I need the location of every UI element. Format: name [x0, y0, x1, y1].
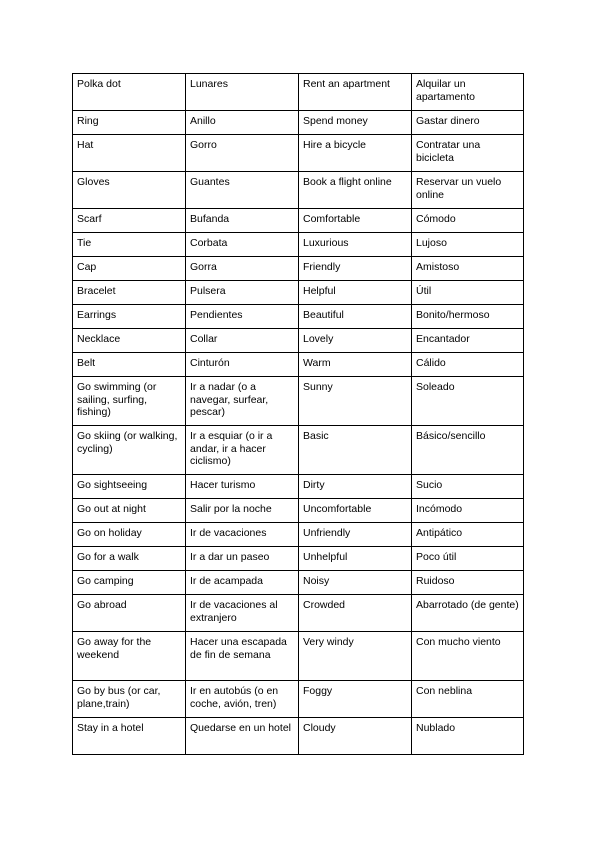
table-cell: Bufanda	[186, 209, 299, 233]
table-cell: Ring	[73, 111, 186, 135]
table-row	[73, 209, 524, 233]
table-cell: Ir a esquiar (o ir a andar, ir a hacer ciclismo)	[186, 426, 299, 475]
table-cell: Rent an apartment	[299, 74, 412, 111]
table-row	[73, 718, 524, 755]
table-row	[73, 172, 524, 209]
table-row	[73, 377, 524, 426]
table-row	[73, 329, 524, 353]
table-cell: Warm	[299, 353, 412, 377]
table-row	[73, 305, 524, 329]
table-cell: Earrings	[73, 305, 186, 329]
table-cell: Cómodo	[412, 209, 524, 233]
table-cell: Quedarse en un hotel	[186, 718, 299, 755]
table-row	[73, 111, 524, 135]
table-cell: Gorro	[186, 135, 299, 172]
table-cell: Stay in a hotel	[73, 718, 186, 755]
table-row	[73, 257, 524, 281]
table-cell: Nublado	[412, 718, 524, 755]
table-cell: Lovely	[299, 329, 412, 353]
table-cell: Alquilar un apartamento	[412, 74, 524, 111]
table-cell: Lunares	[186, 74, 299, 111]
table-cell: Go camping	[73, 571, 186, 595]
table-cell: Go skiing (or walking, cycling)	[73, 426, 186, 475]
table-cell: Salir por la noche	[186, 499, 299, 523]
table-cell: Scarf	[73, 209, 186, 233]
table-cell: Ir de vacaciones	[186, 523, 299, 547]
table-cell: Sunny	[299, 377, 412, 426]
table-cell: Go sightseeing	[73, 475, 186, 499]
table-cell: Uncomfortable	[299, 499, 412, 523]
table-row	[73, 499, 524, 523]
table-cell: Bracelet	[73, 281, 186, 305]
table-cell: Friendly	[299, 257, 412, 281]
table-cell: Foggy	[299, 681, 412, 718]
table-cell: Comfortable	[299, 209, 412, 233]
table-cell: Go by bus (or car, plane,train)	[73, 681, 186, 718]
table-cell: Necklace	[73, 329, 186, 353]
table-cell: Corbata	[186, 233, 299, 257]
table-cell: Pendientes	[186, 305, 299, 329]
table-cell: Encantador	[412, 329, 524, 353]
table-cell: Go abroad	[73, 595, 186, 632]
table-cell: Cálido	[412, 353, 524, 377]
table-cell: Sucio	[412, 475, 524, 499]
table-cell: Hire a bicycle	[299, 135, 412, 172]
table-cell: Go away for the weekend	[73, 632, 186, 681]
table-cell: Cinturón	[186, 353, 299, 377]
table-cell: Spend money	[299, 111, 412, 135]
table-row	[73, 233, 524, 257]
table-cell: Bonito/hermoso	[412, 305, 524, 329]
table-cell: Ir en autobús (o en coche, avión, tren)	[186, 681, 299, 718]
table-cell: Ir a nadar (o a navegar, surfear, pescar)	[186, 377, 299, 426]
table-cell: Noisy	[299, 571, 412, 595]
table-cell: Guantes	[186, 172, 299, 209]
table-row	[73, 681, 524, 718]
table-row	[73, 281, 524, 305]
table-cell: Crowded	[299, 595, 412, 632]
table-cell: Tie	[73, 233, 186, 257]
table-row	[73, 547, 524, 571]
vocabulary-table	[72, 73, 524, 755]
table-cell: Gloves	[73, 172, 186, 209]
table-cell: Unhelpful	[299, 547, 412, 571]
table-cell: Ruidoso	[412, 571, 524, 595]
table-cell: Con mucho viento	[412, 632, 524, 681]
table-row	[73, 571, 524, 595]
table-cell: Pulsera	[186, 281, 299, 305]
table-cell: Ir de acampada	[186, 571, 299, 595]
table-cell: Lujoso	[412, 233, 524, 257]
table-cell: Unfriendly	[299, 523, 412, 547]
table-cell: Gastar dinero	[412, 111, 524, 135]
table-row	[73, 353, 524, 377]
table-cell: Hat	[73, 135, 186, 172]
table-cell: Belt	[73, 353, 186, 377]
table-cell: Gorra	[186, 257, 299, 281]
table-cell: Con neblina	[412, 681, 524, 718]
table-row	[73, 632, 524, 681]
table-cell: Antipático	[412, 523, 524, 547]
table-cell: Beautiful	[299, 305, 412, 329]
table-cell: Cloudy	[299, 718, 412, 755]
table-cell: Amistoso	[412, 257, 524, 281]
table-cell: Útil	[412, 281, 524, 305]
table-cell: Ir a dar un paseo	[186, 547, 299, 571]
table-cell: Luxurious	[299, 233, 412, 257]
table-cell: Cap	[73, 257, 186, 281]
table-cell: Go on holiday	[73, 523, 186, 547]
table-cell: Collar	[186, 329, 299, 353]
table-row	[73, 74, 524, 111]
table-cell: Anillo	[186, 111, 299, 135]
table-cell: Básico/sencillo	[412, 426, 524, 475]
table-cell: Soleado	[412, 377, 524, 426]
table-row	[73, 475, 524, 499]
table-cell: Go swimming (or sailing, surfing, fishing)	[73, 377, 186, 426]
table-cell: Poco útil	[412, 547, 524, 571]
table-cell: Abarrotado (de gente)	[412, 595, 524, 632]
table-cell: Helpful	[299, 281, 412, 305]
table-row	[73, 523, 524, 547]
table-cell: Go for a walk	[73, 547, 186, 571]
table-cell: Hacer una escapada de fin de semana	[186, 632, 299, 681]
table-cell: Basic	[299, 426, 412, 475]
table-cell: Book a flight online	[299, 172, 412, 209]
table-cell: Go out at night	[73, 499, 186, 523]
table-cell: Incómodo	[412, 499, 524, 523]
vocabulary-table-body	[73, 74, 524, 755]
table-row	[73, 595, 524, 632]
table-cell: Ir de vacaciones al extranjero	[186, 595, 299, 632]
table-row	[73, 135, 524, 172]
table-cell: Hacer turismo	[186, 475, 299, 499]
table-cell: Reservar un vuelo online	[412, 172, 524, 209]
table-cell: Contratar una bicicleta	[412, 135, 524, 172]
table-row	[73, 426, 524, 475]
table-cell: Very windy	[299, 632, 412, 681]
table-cell: Dirty	[299, 475, 412, 499]
table-cell: Polka dot	[73, 74, 186, 111]
